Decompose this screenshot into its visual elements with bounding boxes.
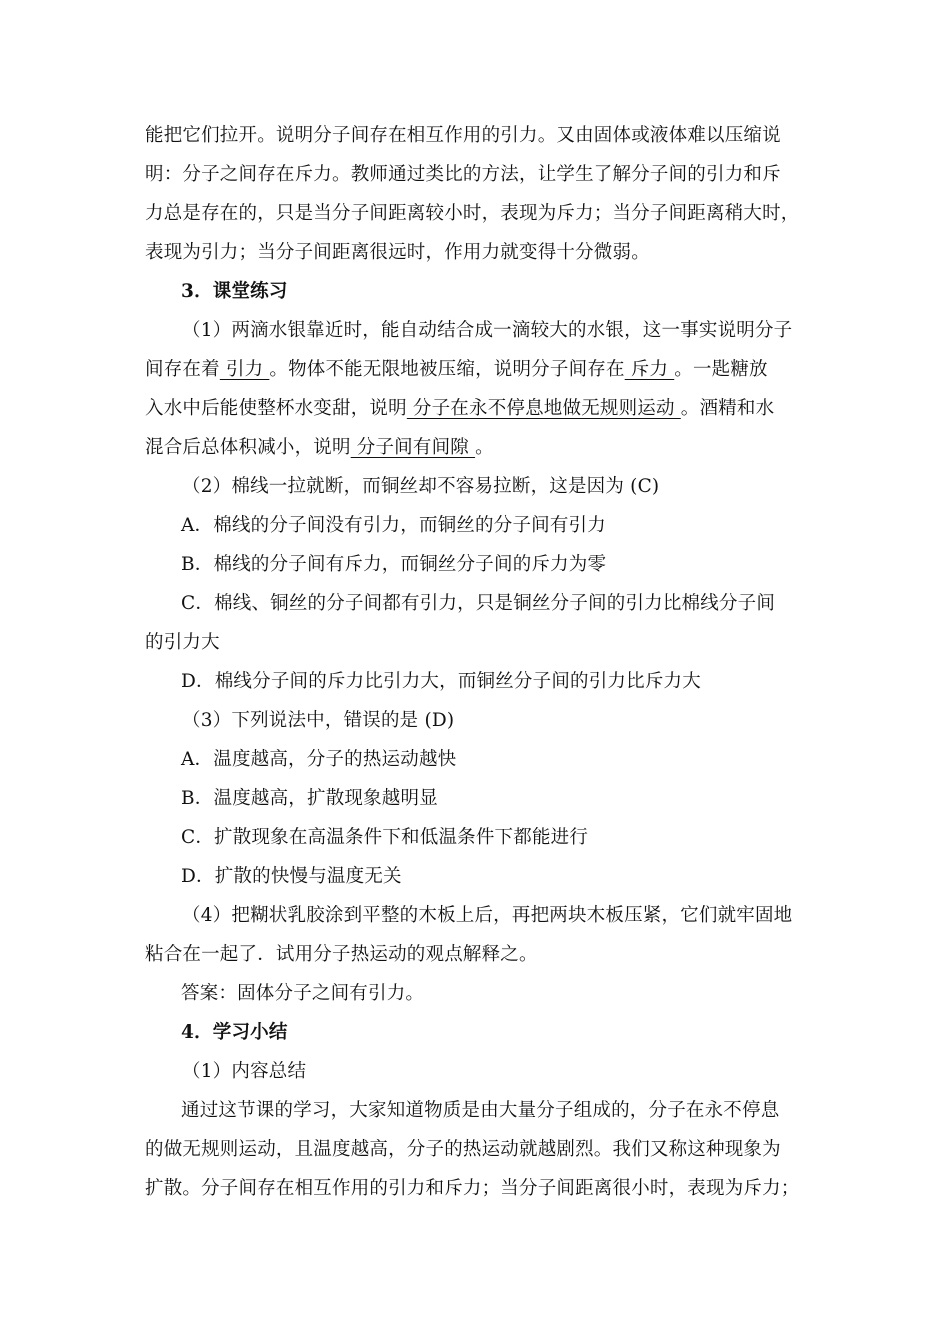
q3-stem: （3）下列说法中，错误的是 (D) bbox=[182, 710, 455, 731]
q1-text: 。一匙糖放 bbox=[674, 359, 768, 380]
q2-stem: （2）棉线一拉就断，而铜丝却不容易拉断，这是因为 (C) bbox=[182, 476, 660, 497]
section-4-subheading: （1）内容总结 bbox=[182, 1061, 307, 1082]
q1-answer-4: 分子间有间隙 bbox=[350, 437, 476, 458]
q2-option-c: C．棉线、铜丝的分子间都有引力，只是铜丝分子间的引力比棉线分子间 bbox=[181, 593, 776, 614]
q1-line-3 bbox=[145, 389, 807, 428]
summary-line-3: 扩散。分子间存在相互作用的引力和斥力；当分子间距离很小时，表现为斥力； bbox=[145, 1178, 800, 1199]
intro-line-2: 明：分子之间存在斥力。教师通过类比的方法，让学生了解分子间的引力和斥 bbox=[145, 164, 781, 185]
intro-line-3: 力总是存在的，只是当分子间距离较小时，表现为斥力；当分子间距离稍大时， bbox=[145, 203, 800, 224]
section-3-heading: 3．课堂练习 bbox=[181, 281, 288, 302]
section-4-heading: 4．学习小结 bbox=[181, 1022, 288, 1043]
document-body bbox=[145, 116, 807, 1208]
q4-line-2: 粘合在一起了．试用分子热运动的观点解释之。 bbox=[145, 944, 538, 965]
q2-option-d: D．棉线分子间的斥力比引力大，而铜丝分子间的引力比斥力大 bbox=[181, 671, 701, 692]
q1-text: 。酒精和水 bbox=[680, 398, 775, 419]
q3-option-d: D．扩散的快慢与温度无关 bbox=[181, 866, 402, 887]
q1-text: 间存在着 bbox=[145, 359, 220, 380]
q3-option-a: A．温度越高，分子的热运动越快 bbox=[181, 749, 457, 770]
q1-answer-2: 斥力 bbox=[624, 359, 675, 380]
q1-text: 。 bbox=[475, 437, 494, 458]
q1-line-1: （1）两滴水银靠近时，能自动结合成一滴较大的水银，这一事实说明分子 bbox=[182, 320, 793, 341]
q3-option-b: B．温度越高，扩散现象越明显 bbox=[181, 788, 438, 809]
summary-line-1: 通过这节课的学习，大家知道物质是由大量分子组成的，分子在永不停息 bbox=[181, 1100, 780, 1121]
q4-answer: 答案：固体分子之间有引力。 bbox=[181, 983, 425, 1004]
summary-line-2: 的做无规则运动，且温度越高，分子的热运动就越剧烈。我们又称这种现象为 bbox=[145, 1139, 781, 1160]
q2-option-c-continued: 的引力大 bbox=[145, 632, 220, 653]
intro-line-4: 表现为引力；当分子间距离很远时，作用力就变得十分微弱。 bbox=[145, 242, 650, 263]
q1-line-4 bbox=[145, 428, 807, 467]
q3-option-c: C．扩散现象在高温条件下和低温条件下都能进行 bbox=[181, 827, 589, 848]
q4-line-1: （4）把糊状乳胶涂到平整的木板上后，再把两块木板压紧，它们就牢固地 bbox=[182, 905, 793, 926]
q2-option-a: A．棉线的分子间没有引力，而铜丝的分子间有引力 bbox=[181, 515, 606, 536]
q1-answer-3: 分子在永不停息地做无规则运动 bbox=[406, 398, 681, 419]
q1-text: 。物体不能无限地被压缩，说明分子间存在 bbox=[269, 359, 625, 380]
intro-line-1: 能把它们拉开。说明分子间存在相互作用的引力。又由固体或液体难以压缩说 bbox=[145, 125, 781, 146]
q1-text: 入水中后能使整杯水变甜，说明 bbox=[145, 398, 407, 419]
q1-answer-1: 引力 bbox=[219, 359, 270, 380]
q2-option-b: B．棉线的分子间有斥力，而铜丝分子间的斥力为零 bbox=[181, 554, 607, 575]
q1-text: 混合后总体积减小，说明 bbox=[145, 437, 351, 458]
q1-line-2 bbox=[145, 350, 807, 389]
